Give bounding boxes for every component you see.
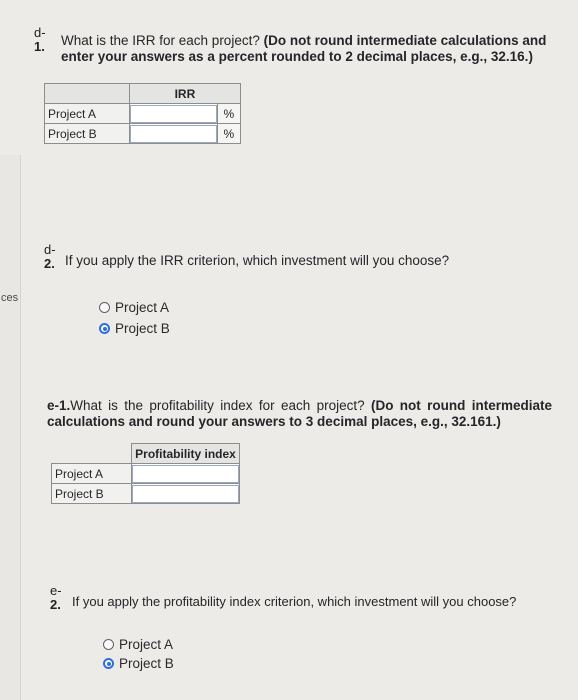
irr-unit-project-a: % <box>217 104 240 124</box>
radio-label-d2-project-b: Project B <box>115 321 170 336</box>
irr-table-corner <box>45 84 130 104</box>
irr-table <box>44 83 241 144</box>
pi-input-cell-project-b <box>132 484 240 504</box>
radio-label-e2-project-b: Project B <box>119 656 174 671</box>
irr-row-label-project-a: Project A <box>45 104 130 124</box>
question-e1-number: e-1. <box>47 398 71 413</box>
pi-input-project-b[interactable] <box>132 485 239 503</box>
radio-option-e2-project-b[interactable] <box>103 656 174 671</box>
question-e1-text <box>47 398 552 430</box>
radio-selected-icon[interactable] <box>103 658 114 669</box>
irr-input-cell-project-b <box>129 124 217 144</box>
irr-row-label-project-b: Project B <box>45 124 130 144</box>
radio-selected-icon[interactable] <box>99 323 110 334</box>
question-d1-prompt: What is the IRR for each project? <box>61 33 264 48</box>
question-d2-number-top: d- <box>44 242 56 257</box>
irr-input-project-b[interactable] <box>130 125 217 143</box>
table-row <box>45 124 241 144</box>
radio-option-d2-project-b[interactable] <box>99 321 170 336</box>
irr-column-header: IRR <box>129 84 240 104</box>
question-e2-number-bottom: 2. <box>50 597 61 612</box>
pi-input-project-a[interactable] <box>132 465 239 483</box>
radio-unselected-icon[interactable] <box>99 302 110 313</box>
pi-table-header-row <box>52 444 240 464</box>
question-d1-instructions: (Do not round intermediate calculations and enter your answers as a percent rounded to 2 decimal places, e.g., 32.16.) <box>61 33 547 64</box>
radio-option-d2-project-a[interactable] <box>99 300 169 315</box>
irr-input-cell-project-a <box>129 104 217 124</box>
question-e1-prompt: What is the profitability index for each project? <box>70 398 371 413</box>
radio-unselected-icon[interactable] <box>103 639 114 650</box>
pi-input-cell-project-a <box>132 464 240 484</box>
table-row <box>45 104 241 124</box>
question-d1-number <box>34 26 46 54</box>
pi-row-label-project-a: Project A <box>52 464 132 484</box>
radio-label-d2-project-a: Project A <box>115 300 170 315</box>
question-e2-number <box>50 584 62 612</box>
pi-table-corner <box>52 444 132 464</box>
profitability-index-table <box>51 443 240 504</box>
pi-column-header: Profitability index <box>132 444 240 464</box>
pi-row-label-project-b: Project B <box>52 484 132 504</box>
irr-unit-project-b: % <box>217 124 240 144</box>
irr-table-header-row <box>45 84 241 104</box>
question-d2-text: If you apply the IRR criterion, which investment will you choose? <box>65 253 450 268</box>
table-row <box>52 484 240 504</box>
question-d1-number-bottom: 1. <box>34 39 45 54</box>
question-e1-instructions: (Do not round intermediate calculations and round your answers to 3 decimal places, e.g., 32.161.) <box>47 398 552 429</box>
question-e2-number-top: e- <box>50 583 62 598</box>
irr-input-project-a[interactable] <box>130 105 217 123</box>
sidebar-label: ces <box>1 292 19 304</box>
radio-label-e2-project-a: Project A <box>119 637 174 652</box>
radio-option-e2-project-a[interactable] <box>103 637 173 652</box>
question-d1-text <box>61 33 571 65</box>
question-d2-number <box>44 243 56 271</box>
question-d2-number-bottom: 2. <box>44 256 55 271</box>
left-sidebar <box>0 155 21 700</box>
question-d1-number-top: d- <box>34 25 46 40</box>
table-row <box>52 464 240 484</box>
question-e2-text: If you apply the profitability index criterion, which investment will you choose? <box>72 594 517 609</box>
